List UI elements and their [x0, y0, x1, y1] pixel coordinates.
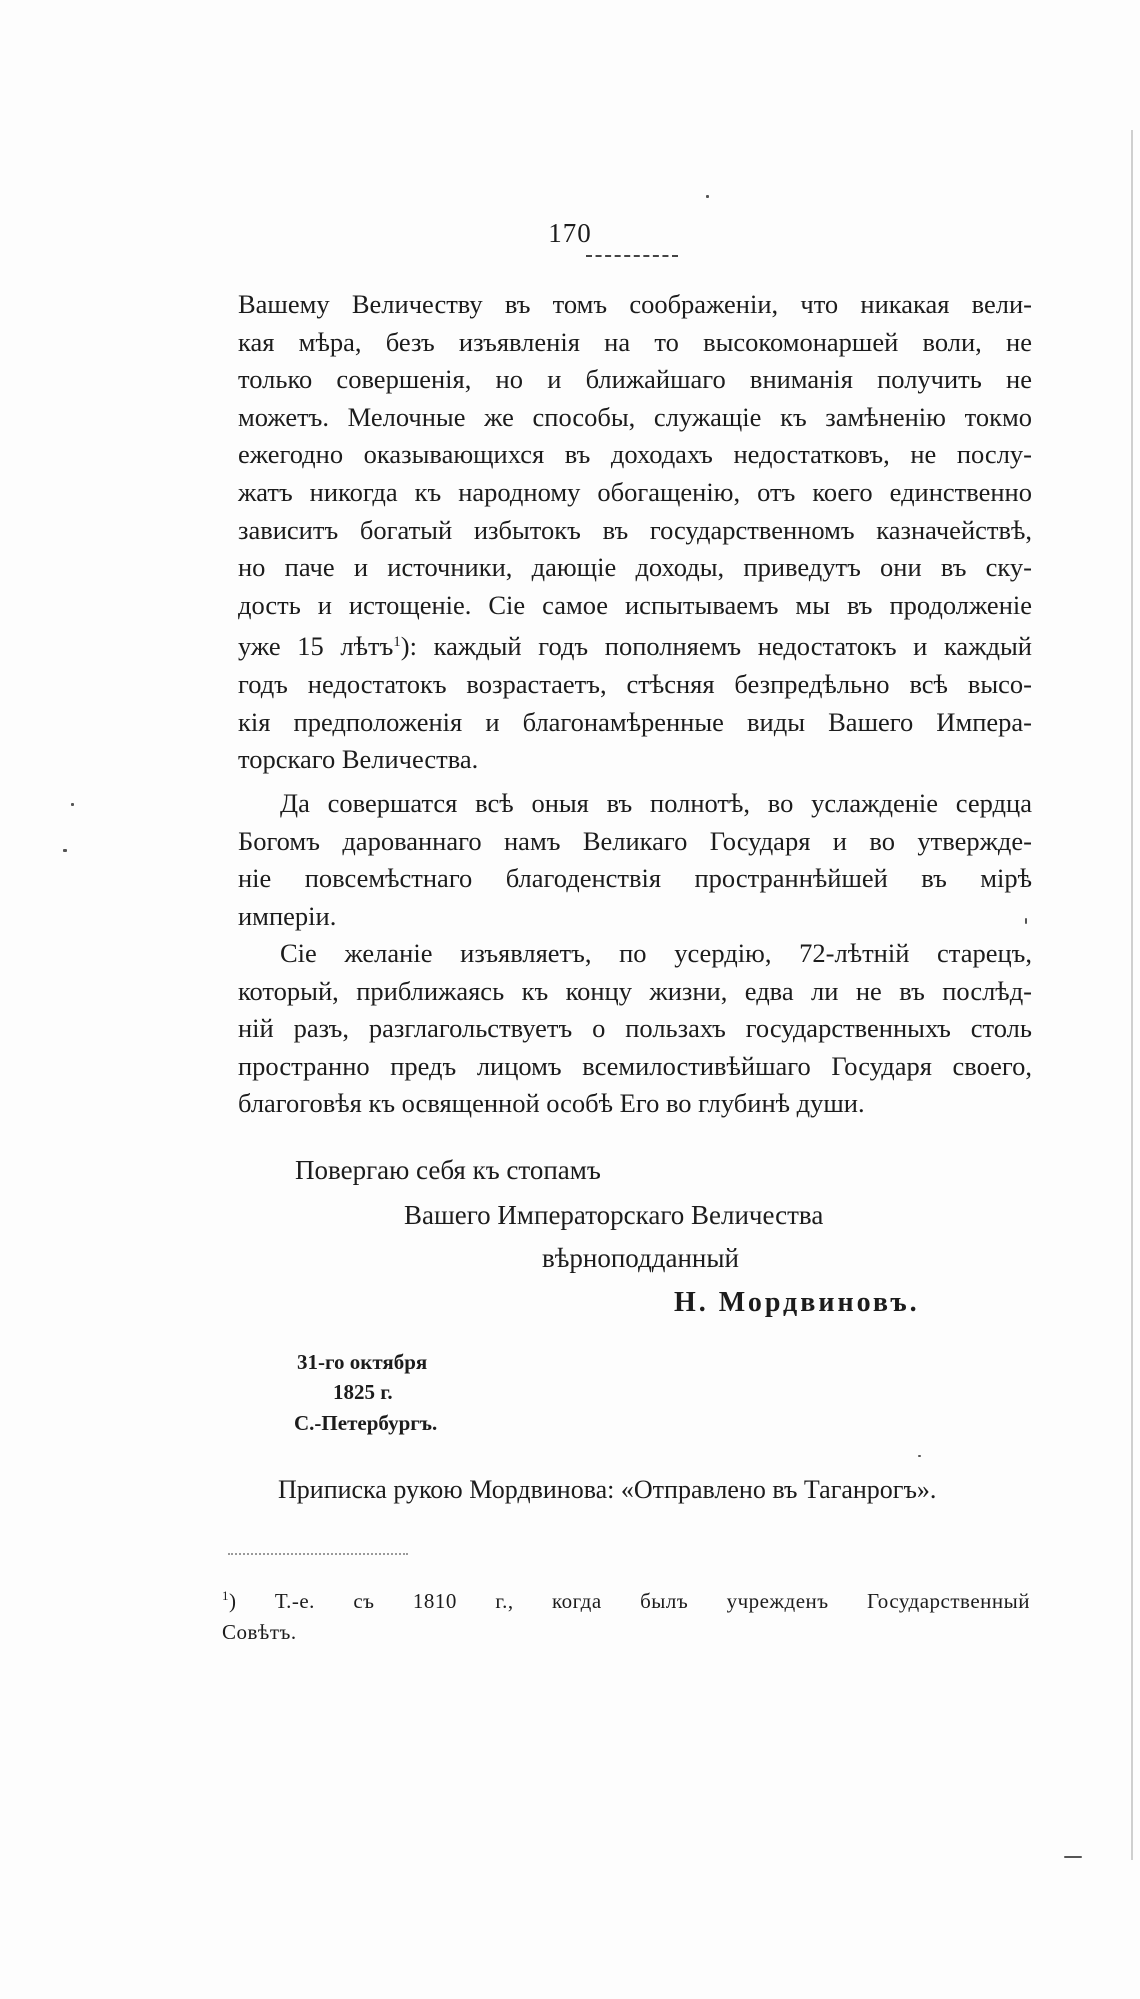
- date-place: С.-Петербургъ.: [294, 1411, 438, 1435]
- scan-edge-line: [1131, 130, 1133, 1860]
- text-line: зависитъ богатый избытокъ въ государственномъ казначействѣ,: [238, 514, 1032, 545]
- paragraph-2: [238, 785, 1032, 935]
- date-year: 1825 г.: [333, 1380, 393, 1404]
- scan-speck: [918, 1455, 921, 1457]
- footnote-line: [222, 1580, 1030, 1617]
- paragraph-3: [238, 935, 1032, 1123]
- page-number-rule: [586, 255, 678, 257]
- text-line: жатъ никогда къ народному обогащенію, отъ коего единственно: [238, 476, 1032, 507]
- page-number: 170: [548, 218, 592, 248]
- footnote-reference[interactable]: 1: [393, 634, 401, 651]
- text-line: Да совершатся всѣ оныя въ полнотѣ, во услажденіе сердца: [280, 788, 1032, 818]
- text-line: ній разъ, разглагольствуетъ о пользахъ государственныхъ столь: [238, 1013, 1032, 1044]
- footnote-line: Совѣтъ.: [222, 1620, 297, 1644]
- text-line: который, приближаясь къ концу жизни, едва ли не въ послѣд-: [238, 975, 1032, 1006]
- signature-title: вѣрноподданный: [542, 1243, 739, 1273]
- scan-speck: [71, 803, 74, 806]
- footnote: [222, 1580, 1030, 1648]
- text-line: кія предположенія и благонамѣренные виды Вашего Импера-: [238, 706, 1032, 737]
- scan-speck: [706, 195, 709, 198]
- text-line: дость и истощеніе. Сіе самое испытываемъ мы въ продолженіе: [238, 589, 1032, 620]
- text-line: Богомъ дарованнаго намъ Великаго Государя и во утвержде-: [238, 825, 1032, 856]
- line-start: уже 15 лѣтъ: [238, 631, 394, 662]
- postscript-note: Приписка рукою Мордвинова: «Отправлено въ Таганрогъ».: [278, 1475, 937, 1504]
- footnote-separator: [228, 1553, 408, 1555]
- signature-address: Вашего Императорскаго Величества: [404, 1200, 824, 1230]
- text-line: можетъ. Мелочные же способы, служащіе къ замѣненію токмо: [238, 401, 1032, 432]
- text-line: Вашему Величеству въ томъ соображеніи, что никакая вели-: [238, 289, 1032, 319]
- text-line: ежегодно оказывающихся въ доходахъ недостатковъ, не послу-: [238, 439, 1032, 470]
- text-line: ніе повсемѣстнаго благоденствія пространнѣйшей въ мірѣ: [238, 863, 1032, 894]
- text-line: благоговѣя къ освященной особѣ Его во глубинѣ души.: [238, 1088, 865, 1119]
- scan-speck: [1064, 1856, 1082, 1858]
- text-line: только совершенія, но и ближайшаго вниманія получить не: [238, 364, 1032, 395]
- paragraph-1: [238, 286, 1032, 779]
- footnote-mark: 1: [222, 1588, 229, 1603]
- date-day: 31-го октября: [297, 1350, 428, 1374]
- scan-speck: [1025, 918, 1027, 924]
- text-line: Сіе желаніе изъявляетъ, по усердію, 72-лѣтній старецъ,: [280, 938, 1032, 968]
- line-end: ): каждый годъ пополняемъ недостатокъ и каждый: [400, 631, 1032, 662]
- signature-closing: Повергаю себя къ стопамъ: [295, 1155, 601, 1185]
- text-line: годъ недостатокъ возрастаетъ, стѣсняя безпредѣльно всѣ высо-: [238, 668, 1032, 699]
- text-line-with-footnote-ref: [238, 624, 1032, 666]
- text-line: торскаго Величества.: [238, 744, 479, 775]
- signature-name: Н. Мордвиновъ.: [674, 1287, 920, 1318]
- text-line: имперіи.: [238, 900, 337, 931]
- scan-speck: [63, 849, 67, 852]
- text-line: кая мѣра, безъ изъявленія на то высокомонаршей воли, не: [238, 326, 1032, 357]
- footnote-text: ) Т.-е. съ 1810 г., когда былъ учрежденъ Государственный: [229, 1589, 1030, 1613]
- text-line: пространно предъ лицомъ всемилостивѣйшаго Государя своего,: [238, 1050, 1032, 1081]
- text-line: но паче и источники, дающіе доходы, приведутъ они въ ску-: [238, 552, 1032, 583]
